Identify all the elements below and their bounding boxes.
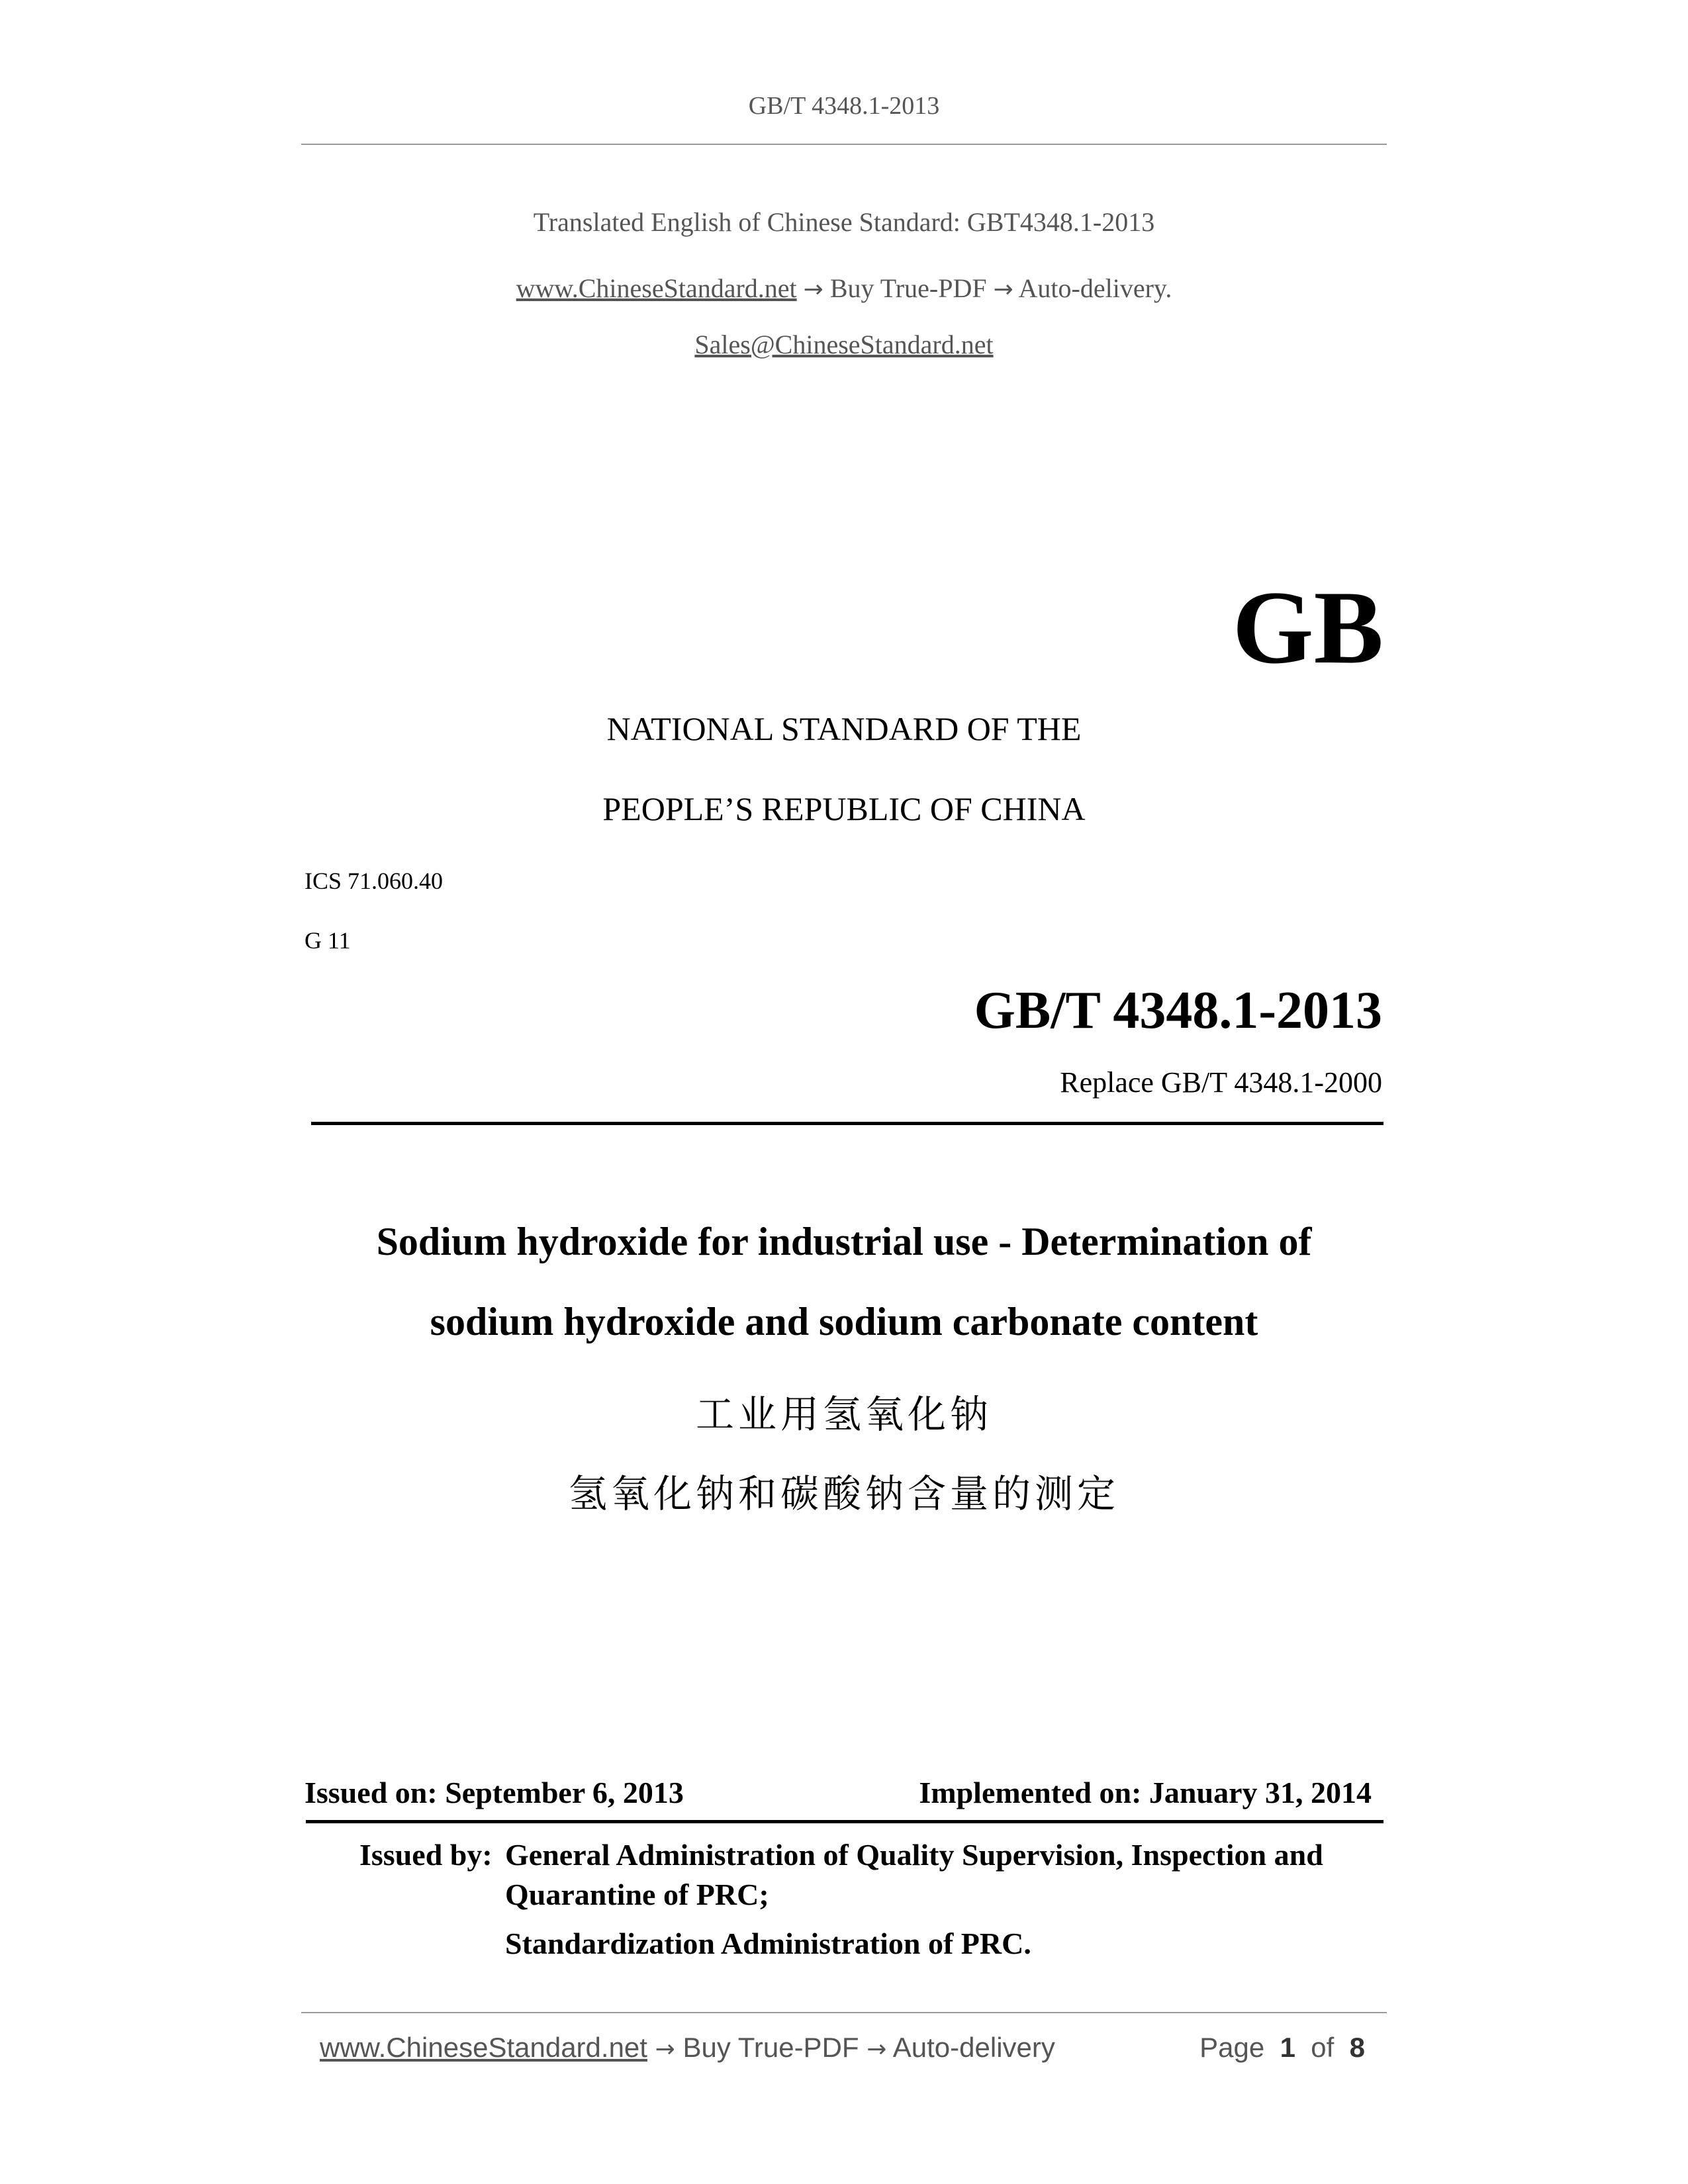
of-label: of <box>1311 2032 1335 2063</box>
running-header: GB/T 4348.1-2013 <box>748 92 940 120</box>
arrow-icon: → <box>993 276 1013 303</box>
issue-rule <box>306 1820 1383 1823</box>
footer-buy-line <box>320 2032 1055 2064</box>
header-rule <box>301 144 1387 145</box>
auto-delivery-text: Auto-delivery. <box>1018 273 1172 303</box>
standard-number: GB/T 4348.1-2013 <box>974 981 1382 1040</box>
replace-note: Replace GB/T 4348.1-2000 <box>1060 1066 1382 1099</box>
ccs-code: G 11 <box>305 927 351 954</box>
issued-by-label: Issued by: <box>359 1838 492 1872</box>
ics-code: ICS 71.060.40 <box>305 868 444 894</box>
number-rule <box>311 1122 1383 1125</box>
site-link[interactable]: www.ChineseStandard.net <box>516 273 797 303</box>
sales-email-line <box>0 329 1688 360</box>
arrow-icon: → <box>803 276 823 303</box>
title-cn-line-1: 工业用氢氧化钠 <box>695 1392 992 1437</box>
arrow-icon: → <box>655 2036 675 2063</box>
footer-rule <box>301 2012 1387 2013</box>
page-total: 8 <box>1349 2032 1365 2063</box>
translated-line: Translated English of Chinese Standard: GBT4348.1-2013 <box>533 207 1155 237</box>
page-indicator <box>1199 2032 1365 2064</box>
banner-buy-line <box>0 273 1688 304</box>
arrow-icon: → <box>867 2036 887 2063</box>
title-cn-line-2: 氢氧化钠和碳酸钠含量的测定 <box>568 1471 1119 1516</box>
national-standard-line-2: PEOPLE’S REPUBLIC OF CHINA <box>602 790 1086 827</box>
gb-logo: GB <box>1232 570 1383 686</box>
footer-buy-true-pdf-text: Buy True-PDF <box>682 2032 859 2063</box>
buy-true-pdf-text: Buy True-PDF <box>829 273 987 303</box>
title-en-line-2: sodium hydroxide and sodium carbonate content <box>430 1300 1258 1343</box>
footer-auto-delivery-text: Auto-delivery <box>892 2032 1055 2063</box>
issuer-line-1: General Administration of Quality Supervision, Inspection and <box>505 1838 1323 1872</box>
national-standard-line-1: NATIONAL STANDARD OF THE <box>606 710 1082 747</box>
page-current: 1 <box>1280 2032 1295 2063</box>
footer-site-link[interactable]: www.ChineseStandard.net <box>320 2032 647 2063</box>
issuer-line-2: Quarantine of PRC; <box>505 1878 769 1911</box>
sales-email-link[interactable]: Sales@ChineseStandard.net <box>694 330 994 359</box>
issued-on: Issued on: September 6, 2013 <box>305 1776 684 1809</box>
implemented-on: Implemented on: January 31, 2014 <box>919 1776 1372 1809</box>
issuer-line-3: Standardization Administration of PRC. <box>505 1927 1031 1960</box>
page-label: Page <box>1199 2032 1265 2063</box>
title-en-line-1: Sodium hydroxide for industrial use - Determination of <box>376 1220 1312 1263</box>
